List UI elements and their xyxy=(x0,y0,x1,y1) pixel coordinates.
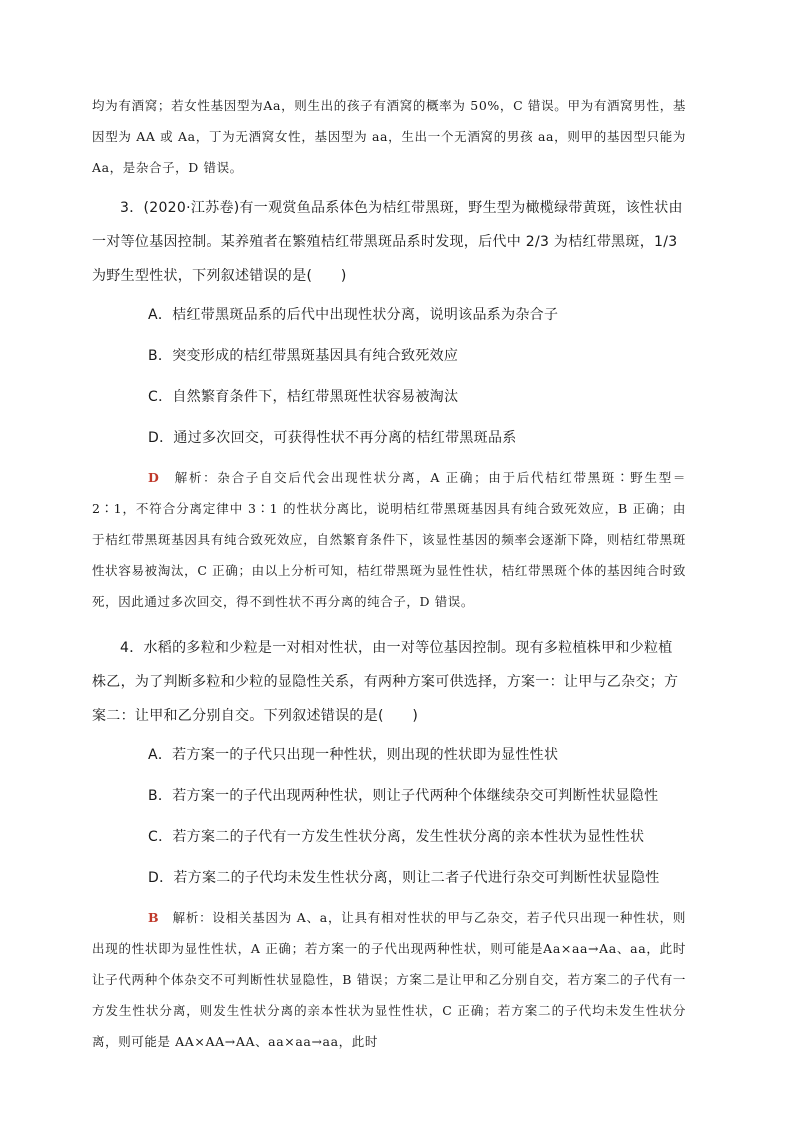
question-3-analysis-text: 解析：杂合子自交后代会出现性状分离，A 正确；由于后代桔红带黑斑∶野生型＝2∶1，不符合分离定律中 3∶1 的性状分离比，说明桔红带黑斑基因具有纯合致死效应，B 正确；由于桔红带黑斑基因具有纯合致死效应，自然繁育条件下，该显性基因的频率会逐渐下降，则桔红带黑斑性状容易被淘汰，C 正确；由以上分析可知，桔红带黑斑为显性性状，桔红带黑斑个体的基因纯合时致死，因此通过多次回交，得不到性状不再分离的纯合子，D 错误。 xyxy=(92,470,686,609)
question-3-stem: 3．(2020·江苏卷)有一观赏鱼品系体色为桔红带黑斑，野生型为橄榄绿带黄斑，该性状由一对等位基因控制。某养殖者在繁殖桔红带黑斑品系时发现，后代中 2/3 为桔红带黑斑，1/3 为野生型性状，下列叙述错误的是( ) xyxy=(92,200,683,284)
question-4-option-a: A．若方案一的子代只出现一种性状，则出现的性状即为显性性状 xyxy=(148,747,559,763)
question-3-option-a: A．桔红带黑斑品系的后代中出现性状分离，说明该品系为杂合子 xyxy=(148,307,559,323)
question-4-stem: 4．水稻的多粒和少粒是一对相对性状，由一对等位基因控制。现有多粒植株甲和少粒植株乙，为了判断多粒和少粒的显隐性关系，有两种方案可供选择，方案一：让甲与乙杂交；方案二：让甲和乙分别自交。下列叙述错误的是( ) xyxy=(92,640,679,724)
question-4-answer: B xyxy=(148,910,160,925)
page-content xyxy=(92,90,686,1057)
previous-analysis-continuation: 均为有酒窝；若女性基因型为Aa，则生出的孩子有酒窝的概率为 50%，C 错误。甲为有酒窝男性，基因型为 AA 或 Aa，丁为无酒窝女性，基因型为 aa，生出一个无酒窝的男孩 aa，则甲的基因型只能为 Aa，是杂合子，D 错误。 xyxy=(92,98,686,175)
question-4-option-c: C．若方案二的子代有一方发生性状分离，发生性状分离的亲本性状为显性性状 xyxy=(148,829,645,845)
question-4-analysis xyxy=(92,902,686,1057)
question-4-analysis-text: 解析：设相关基因为 A、a，让具有相对性状的甲与乙杂交，若子代只出现一种性状，则出现的性状即为显性性状，A 正确；若方案一的子代出现两种性状，则可能是Aa×aa→Aa、aa，此时让子代两种个体杂交不可判断性状显隐性，B 错误；方案二是让甲和乙分别自交，若方案二的子代有一方发生性状分离，则发生性状分离的亲本性状为显性性状，C 正确；若方案二的子代均未发生性状分离，则可能是 AA×AA→AA、aa×aa→aa，此时 xyxy=(92,910,686,1049)
question-3-option-c: C．自然繁育条件下，桔红带黑斑性状容易被淘汰 xyxy=(148,389,459,405)
question-3 xyxy=(92,191,686,617)
question-4 xyxy=(92,631,686,1057)
question-4-option-b: B．若方案一的子代出现两种性状，则让子代两种个体继续杂交可判断性状显隐性 xyxy=(148,788,659,804)
question-3-option-d: D．通过多次回交，可获得性状不再分离的桔红带黑斑品系 xyxy=(148,430,517,446)
question-3-option-b: B．突变形成的桔红带黑斑基因具有纯合致死效应 xyxy=(148,348,459,364)
question-3-answer: D xyxy=(148,470,160,485)
question-4-option-d: D．若方案二的子代均未发生性状分离，则让二者子代进行杂交可判断性状显隐性 xyxy=(148,870,660,886)
question-3-analysis xyxy=(92,462,686,617)
